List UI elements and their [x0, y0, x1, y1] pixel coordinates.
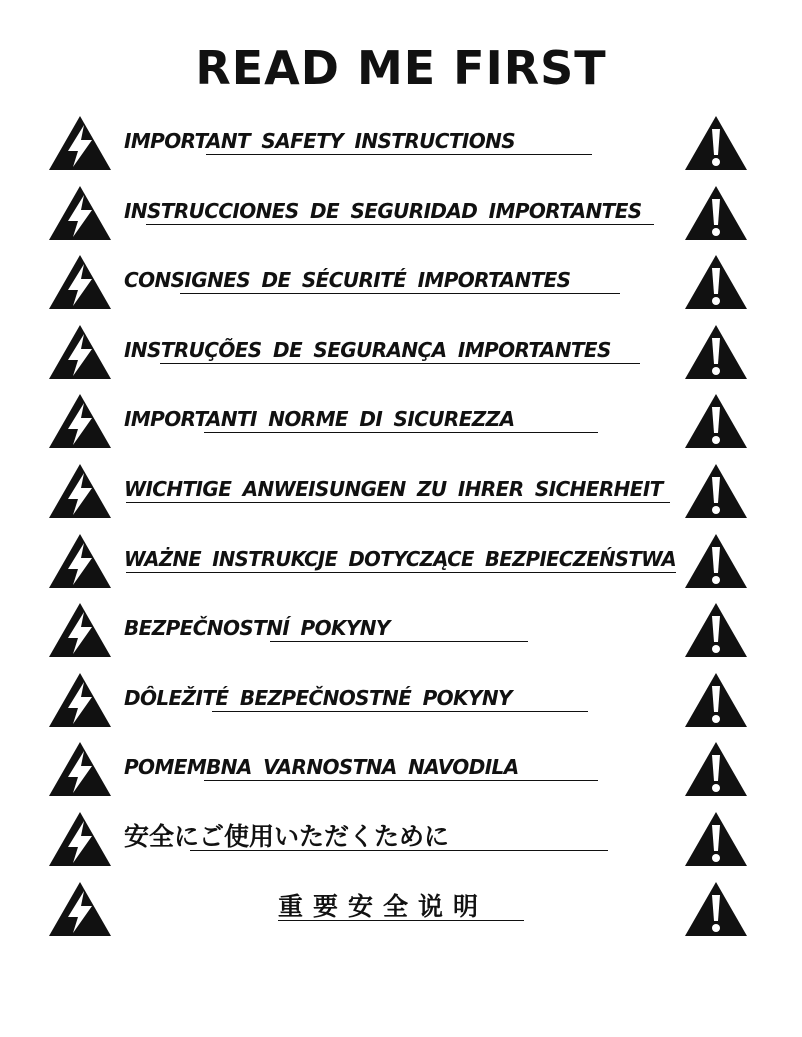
lightning-warning-icon [48, 185, 112, 241]
exclamation-warning-icon [684, 881, 748, 937]
instruction-label-wrap [124, 753, 676, 789]
instruction-label: WAŻNE INSTRUKCJE DOTYCZĄCE BEZPIECZEŃSTWA [124, 546, 677, 571]
instruction-label: INSTRUÇÕES DE SEGURANÇA IMPORTANTES [124, 337, 611, 362]
instruction-label-wrap [124, 127, 676, 163]
instruction-label-wrap [124, 614, 676, 650]
exclamation-warning-icon [684, 811, 748, 867]
lightning-warning-icon [48, 602, 112, 658]
exclamation-warning-icon [684, 393, 748, 449]
exclamation-warning-icon [684, 602, 748, 658]
lightning-warning-icon [48, 393, 112, 449]
instruction-row-polish [0, 531, 802, 601]
exclamation-warning-icon [684, 463, 748, 519]
lightning-warning-icon [48, 463, 112, 519]
instruction-row-czech [0, 600, 802, 670]
instruction-row-english [0, 113, 802, 183]
exclamation-warning-icon [684, 533, 748, 589]
exclamation-warning-icon [684, 741, 748, 797]
instruction-label-wrap [124, 405, 676, 441]
instruction-label-wrap [124, 197, 676, 233]
instruction-label: 重要安全说明 [278, 891, 489, 921]
safety-instruction-list [0, 113, 802, 948]
lightning-warning-icon [48, 254, 112, 310]
instruction-label: IMPORTANT SAFETY INSTRUCTIONS [124, 129, 516, 153]
instruction-label: WICHTIGE ANWEISUNGEN ZU IHRER SICHERHEIT [124, 476, 663, 501]
instruction-label-wrap [124, 545, 676, 581]
instruction-row-japanese [0, 809, 802, 879]
lightning-warning-icon [48, 741, 112, 797]
exclamation-warning-icon [684, 115, 748, 171]
instruction-row-slovenian [0, 739, 802, 809]
instruction-label-wrap [124, 893, 676, 929]
instruction-row-french [0, 252, 802, 322]
instruction-row-german [0, 461, 802, 531]
exclamation-warning-icon [684, 254, 748, 310]
instruction-label-wrap [124, 336, 676, 372]
lightning-warning-icon [48, 115, 112, 171]
lightning-warning-icon [48, 881, 112, 937]
instruction-label: CONSIGNES DE SÉCURITÉ IMPORTANTES [124, 268, 571, 293]
instruction-label: DÔLEŽITÉ BEZPEČNOSTNÉ POKYNY [124, 685, 512, 710]
instruction-row-italian [0, 391, 802, 461]
page-title: READ ME FIRST [195, 41, 607, 95]
lightning-warning-icon [48, 672, 112, 728]
instruction-label: 安全にご使用いただくために [124, 821, 450, 851]
instruction-row-portuguese [0, 322, 802, 392]
instruction-label-wrap [124, 266, 676, 302]
instruction-label: BEZPEČNOSTNÍ POKYNY [124, 616, 390, 641]
lightning-warning-icon [48, 324, 112, 380]
instruction-row-slovak [0, 670, 802, 740]
instruction-label: IMPORTANTI NORME DI SICUREZZA [124, 407, 515, 432]
instruction-label: POMEMBNA VARNOSTNA NAVODILA [124, 755, 519, 780]
instruction-label: INSTRUCCIONES DE SEGURIDAD IMPORTANTES [124, 198, 642, 223]
lightning-warning-icon [48, 533, 112, 589]
exclamation-warning-icon [684, 185, 748, 241]
lightning-warning-icon [48, 811, 112, 867]
instruction-row-chinese [0, 879, 802, 949]
instruction-row-spanish [0, 183, 802, 253]
instruction-label-wrap [124, 475, 676, 511]
exclamation-warning-icon [684, 324, 748, 380]
instruction-label-wrap [124, 823, 676, 859]
instruction-label-wrap [124, 684, 676, 720]
exclamation-warning-icon [684, 672, 748, 728]
